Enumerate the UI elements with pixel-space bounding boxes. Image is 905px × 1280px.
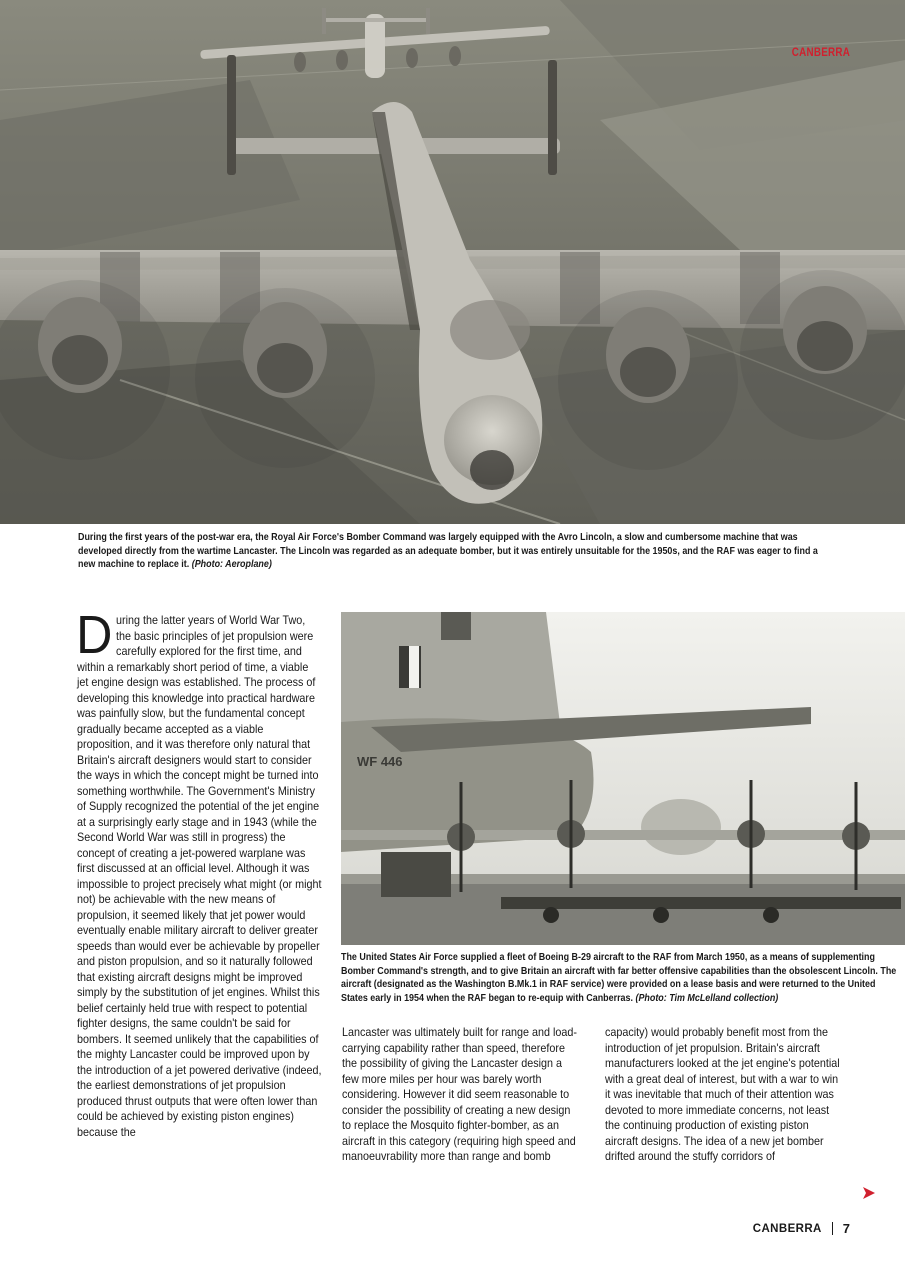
caption-mid-text: The United States Air Force supplied a fleet of Boeing B-29 aircraft to the RAF from March 1950, as a means of supplementing Bomber Command's strength, and to give Britain an aircraft with far better offensive capabilities than the obsolescent Lincoln. The aircraft (designated as the Washington B.Mk.1 in RAF service) were provided on a lease basis and were returned to the United States early in 1954 when the RAF began to re-equip with Canberras. bbox=[341, 952, 897, 1004]
hero-photo bbox=[0, 0, 905, 524]
caption-top-text: During the first years of the post-war era, the Royal Air Force's Bomber Command was largely equipped with the Avro Lincoln, a slow and cumbersome machine that was developed directly from the wartime Lancaster. The Lincoln was regarded as an adequate bomber, but it was entirely unsuitable for the 1950s, and the RAF was eager to find a new machine to replace it. bbox=[78, 532, 818, 571]
article-column-3: capacity) would probably benefit most from the introduction of jet propulsion. Britain's aircraft manufacturers looked at the jet engine's potential with a great deal of interest, but with a war to win it was inevitable that much of their attention was devoted to more immediate concerns, not least the continuing production of existing piston aircraft designs. The idea of a new jet bomber drifted around the stuffy corridors of bbox=[605, 1026, 840, 1163]
article-column-1 bbox=[76, 605, 322, 1140]
caption-mid bbox=[341, 951, 904, 1005]
continue-arrow-icon bbox=[862, 1186, 876, 1200]
footer-separator bbox=[832, 1222, 833, 1235]
section-tag: CANBERRA bbox=[791, 45, 850, 59]
column-1-text: uring the latter years of World War Two, the basic principles of jet propulsion were carefully explored for the first time, and within a remarkably short period of time, a viable jet engine design was established. The process of developing this knowledge into practical hardware was painfully slow, but the fundamental concept gradually became accepted as a viable proposition, and it was therefore only natural that Britain's aircraft designers would start to consider the ways in which the concept might be turned into something worthwhile. The Government's Ministry of Supply recognized the potential of the jet engine at a surprisingly early stage and in 1943 (while the Second World War was still in progress) the concept of creating a jet-powered warplane was first discussed at an official level. Although it was impossible to project precisely what might (or might not) be achievable with the new means of propulsion, it seemed likely that jet power would eventually enable military aircraft to deliver greater speeds than would ever be achievable by propeller and piston propulsion, and so it naturally followed that existing aircraft designs might be improved simply by the substitution of jet engines. Whilst this belief certainly held true with respect to potential fighter designs, the same couldn't be said for bombers. It seemed unlikely that the capabilities of the mighty Lancaster could be improved upon by the introduction of a jet powered derivative (indeed, the earliest demonstrations of jet propulsion produced thrust outputs that were often lower than could be achieved by existing piston engines) because the bbox=[77, 614, 322, 1139]
caption-top-credit: (Photo: Aeroplane) bbox=[191, 559, 272, 571]
lincoln-bombers-photo bbox=[0, 0, 905, 524]
b29-photo bbox=[341, 612, 905, 945]
washington-aircraft-photo bbox=[341, 612, 905, 945]
caption-top bbox=[78, 531, 835, 572]
article-column-2: Lancaster was ultimately built for range and load-carrying capability rather than speed, therefore the possibility of giving the Lancaster design a few more miles per hour was barely worth considering. However it did seem reasonable to consider the possibility of creating a new design to replace the Mosquito fighter-bomber, as an aircraft in this category (requiring high speed and manoeuvrability more than range and bomb bbox=[342, 1026, 577, 1163]
dropcap: D bbox=[76, 605, 113, 665]
page-number: 7 bbox=[842, 1221, 850, 1236]
caption-mid-credit: (Photo: Tim McLelland collection) bbox=[635, 992, 779, 1004]
tail-marking: WF 446 bbox=[357, 754, 403, 769]
page-footer bbox=[753, 1221, 850, 1236]
footer-section-name: CANBERRA bbox=[752, 1222, 822, 1235]
